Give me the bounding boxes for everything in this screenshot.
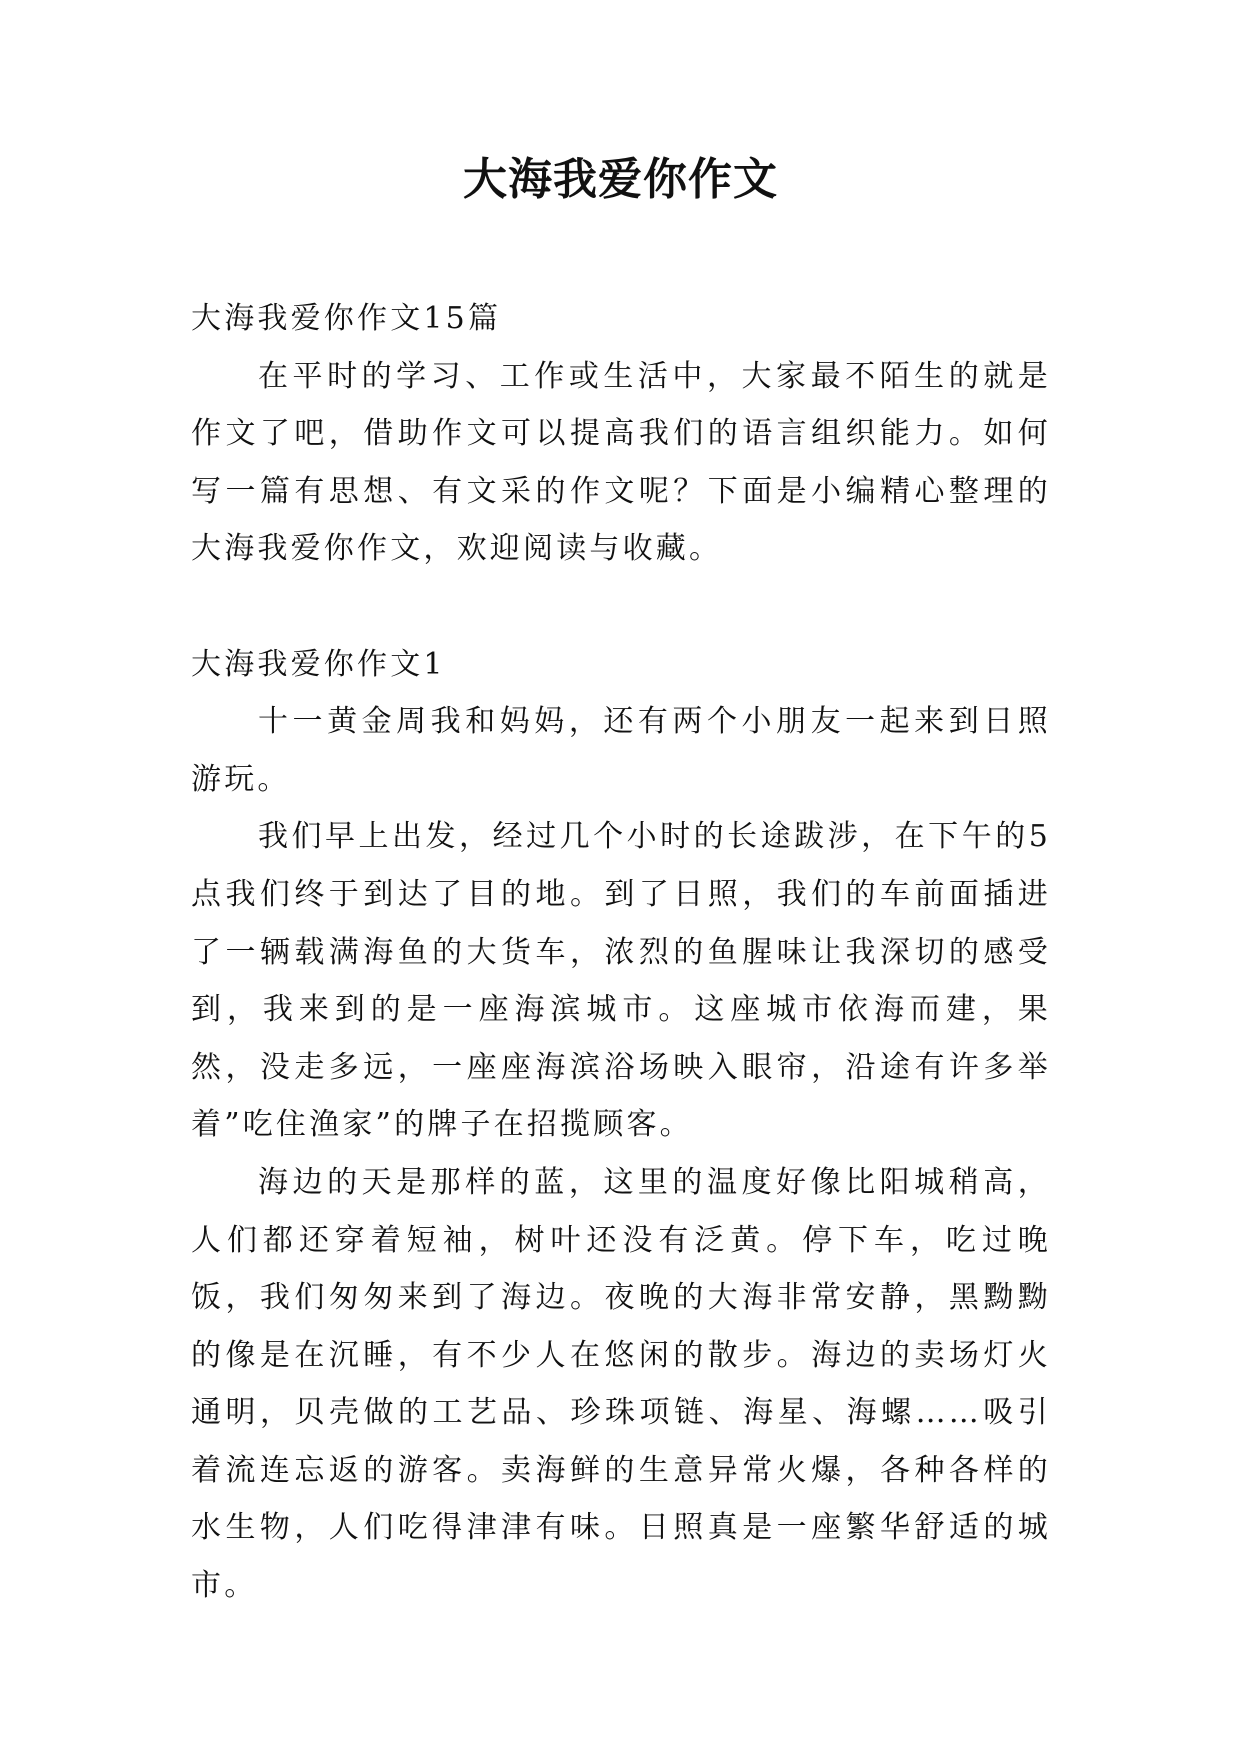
document-title: 大海我爱你作文 [463, 154, 778, 205]
document-body [191, 290, 1051, 1615]
collection-subtitle: 大海我爱你作文15篇 [191, 301, 502, 336]
essay-paragraph-1: 十一黄金周我和妈妈，还有两个小朋友一起来到日照游玩。 [191, 704, 1051, 797]
essay-paragraph-3: 海边的天是那样的蓝，这里的温度好像比阳城稍高，人们都还穿着短袖，树叶还没有泛黄。停下车，吃过晚饭，我们匆匆来到了海边。夜晚的大海非常安静，黑黝黝的像是在沉睡，有不少人在悠闲的散步。海边的卖场灯火通明，贝壳做的工艺品、珍珠项链、海星、海螺……吸引着流连忘返的游客。卖海鲜的生意异常火爆，各种各样的水生物，人们吃得津津有味。日照真是一座繁华舒适的城市。 [191, 1164, 1051, 1604]
essay-paragraph-2: 我们早上出发，经过几个小时的长途跋涉，在下午的5点我们终于到达了目的地。到了日照，我们的车前面插进了一辆载满海鱼的大货车，浓烈的鱼腥味让我深切的感受到，我来到的是一座海滨城市。这座城市依海而建，果然，没走多远，一座座海滨浴场映入眼帘，沿途有许多举着”吃住渔家”的牌子在招揽顾客。 [191, 819, 1051, 1143]
intro-paragraph: 在平时的学习、工作或生活中，大家最不陌生的就是作文了吧，借助作文可以提高我们的语言组织能力。如何写一篇有思想、有文采的作文呢？下面是小编精心整理的大海我爱你作文，欢迎阅读与收藏。 [191, 358, 1051, 567]
essay-heading: 大海我爱你作文1 [191, 646, 446, 682]
section-spacer [191, 578, 1051, 636]
